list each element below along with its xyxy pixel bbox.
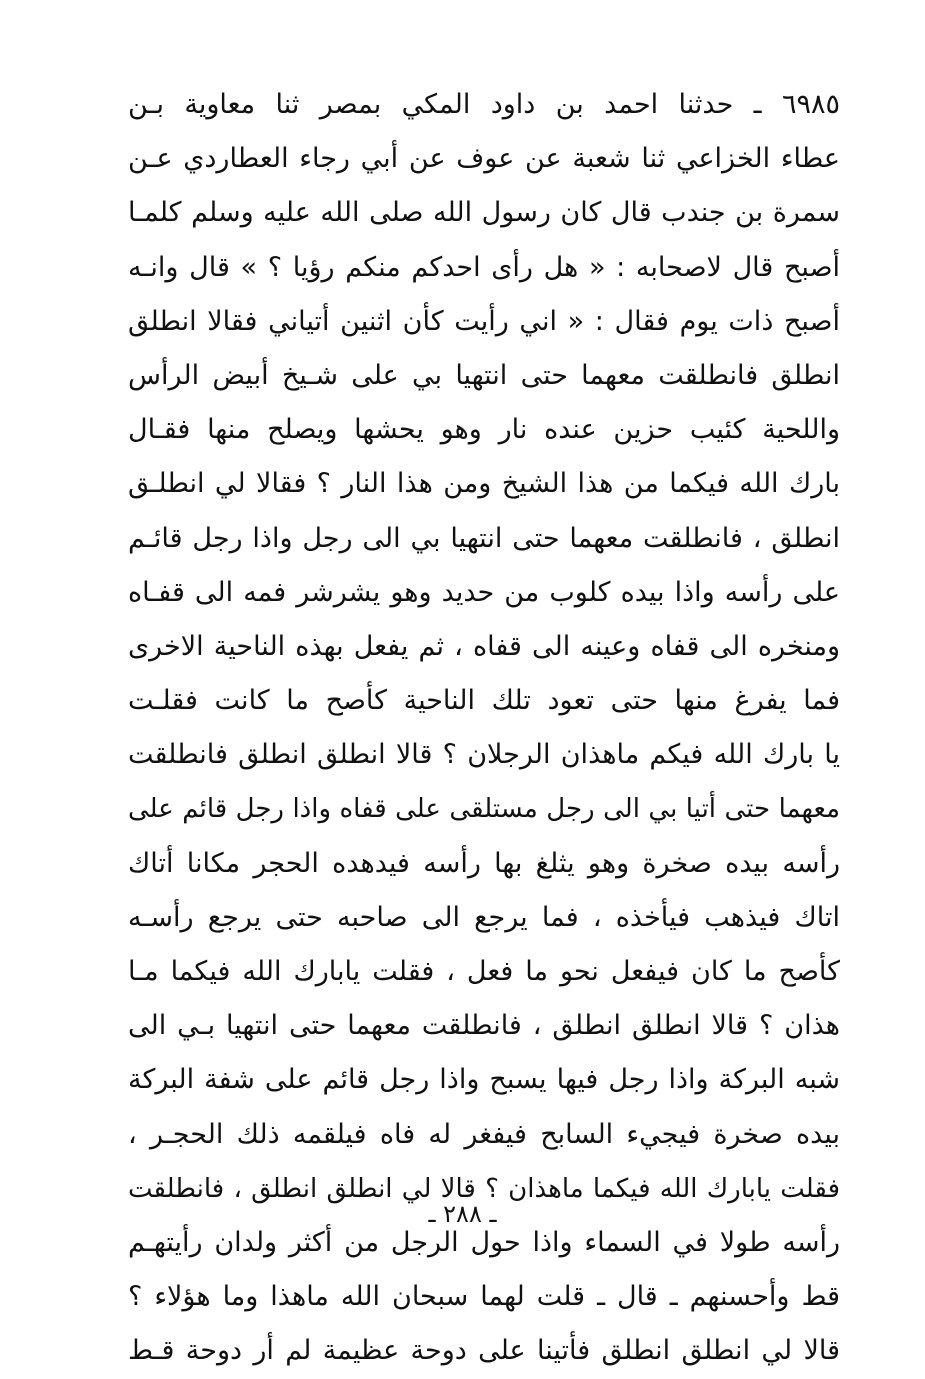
text-line: فما يفرغ منها حتى تعود تلك الناحية كأصح ما كانت فقلـت <box>128 685 840 717</box>
text-line: ٦٩٨٥ ـ حدثنا احمد بن داود المكي بمصر ثنا معاوية بـن <box>128 89 840 120</box>
text-line: عطاء الخزاعي ثنا شعبة عن عوف عن أبي رجاء العطاردي عـن <box>128 143 840 175</box>
text-line: بيده صخرة فيجيء السابح فيفغر له فاه فيلقمه ذلك الحجـر ، <box>128 1118 840 1150</box>
text-line: فقلت يابارك الله فيكما ماهذان ؟ قالا لي انطلق انطلق ، فانطلقت <box>128 1173 840 1204</box>
text-line: شبه البركة واذا رجل فيها يسبح واذا رجل قائم على شفة البركة <box>128 1064 840 1096</box>
text-line: واللحية كئيب حزين عنده نار وهو يحشها ويصلح منها فقـال <box>128 414 840 446</box>
text-line: أصبح ذات يوم فقال : « اني رأيت كأن اثنين أتياني فقالا انطلق <box>128 305 840 337</box>
text-line: قالا لي انطلق انطلق فأتينا على دوحة عظيمة لم أر دوحة قـط <box>128 1335 840 1367</box>
text-line: قط وأحسنهم ـ قال ـ قلت لهما سبحان الله ماهذا وما هؤلاء ؟ <box>128 1281 840 1313</box>
text-line: بارك الله فيكما من هذا الشيخ ومن هذا النار ؟ فقالا لي انطلـق <box>128 468 840 500</box>
page-number: ـ ٢٨٨ ـ <box>428 1200 497 1228</box>
text-line: ومنخره الى قفاه وعينه الى قفاه ، ثم يفعل بهذه الناحية الاخرى <box>128 630 840 662</box>
page-body-text <box>128 78 840 1379</box>
text-line: رأسه طولا في السماء واذا حول الرجل من أكثر ولدان رأيتهـم <box>128 1226 840 1258</box>
text-line: كأصح ما كان فيفعل نحو ما فعل ، فقلت يابارك الله فيكما مـا <box>128 956 840 987</box>
text-line: معهما حتى أتيا بي الى رجل مستلقى على قفاه واذا رجل قائم على <box>128 794 840 825</box>
text-line: يا بارك الله فيكم ماهذان الرجلان ؟ قالا انطلق انطلق فانطلقت <box>128 739 840 771</box>
text-line: سمرة بن جندب قال كان رسول الله صلى الله عليه وسلم كلمـا <box>128 197 840 229</box>
text-line: اتاك فيذهب فيأخذه ، فما يرجع الى صاحبه حتى يرجع رأسـه <box>128 901 840 933</box>
text-line: رأسه بيده صخرة وهو يثلغ بها رأسه فيدهده الحجر مكانا أتاك <box>128 847 840 879</box>
text-line: انطلق فانطلقت معهما حتى انتهيا بي على شـيخ أبيض الرأس <box>128 359 840 391</box>
text-line: على رأسه واذا بيده كلوب من حديد وهو يشرشر فمه الى قفـاه <box>128 576 840 608</box>
text-line: انطلق ، فانطلقت معهما حتى انتهيا بي الى رجل واذا رجل قائـم <box>128 522 840 554</box>
text-line: هذان ؟ قالا انطلق انطلق ، فانطلقت معهما حتى انتهيا بـي الى <box>128 1010 840 1042</box>
text-line: أصبح قال لاصحابه : « هل رأى احدكم منكم رؤيا ؟ » قال وانـه <box>128 251 840 283</box>
